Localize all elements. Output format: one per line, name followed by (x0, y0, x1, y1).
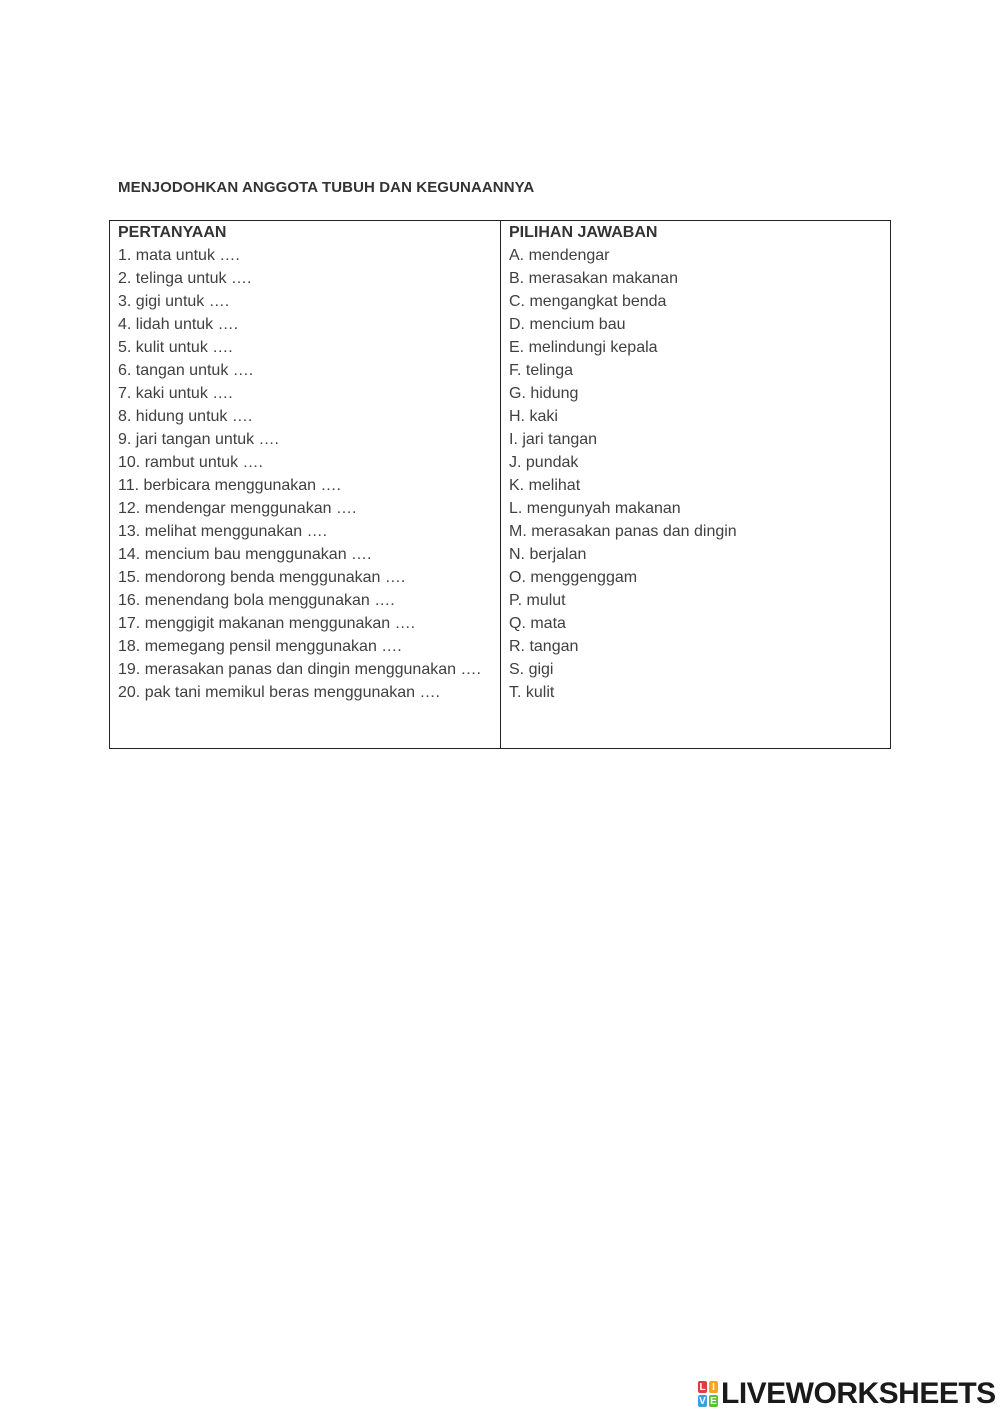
answer-item: K. melihat (509, 477, 581, 494)
questions-list (118, 244, 492, 704)
answer-item: F. telinga (509, 362, 574, 379)
question-item: 2. telinga untuk …. (118, 270, 252, 287)
question-item: 6. tangan untuk …. (118, 362, 254, 379)
question-item: 16. menendang bola menggunakan …. (118, 592, 395, 609)
logo-mark-icon (697, 1380, 719, 1408)
question-item: 3. gigi untuk …. (118, 293, 230, 310)
answer-item: E. melindungi kepala (509, 339, 658, 356)
answer-item: D. mencium bau (509, 316, 626, 333)
answer-item: S. gigi (509, 661, 554, 678)
question-item: 14. mencium bau menggunakan …. (118, 546, 372, 563)
answer-item: J. pundak (509, 454, 579, 471)
logo-mark-letter: I (709, 1381, 718, 1393)
question-item: 20. pak tani memikul beras menggunakan …. (118, 684, 440, 701)
questions-header: PERTANYAAN (118, 224, 227, 241)
question-item: 11. berbicara menggunakan …. (118, 477, 341, 494)
logo-mark-letter: E (710, 1395, 717, 1407)
logo-mark-letter: V (699, 1395, 706, 1407)
question-item: 19. merasakan panas dan dingin menggunakan …. (118, 661, 481, 678)
answer-item: B. merasakan makanan (509, 270, 678, 287)
question-item: 1. mata untuk …. (118, 247, 240, 264)
liveworksheets-logo (697, 1377, 996, 1411)
answer-item: M. merasakan panas dan dingin (509, 523, 737, 540)
question-item: 10. rambut untuk …. (118, 454, 263, 471)
answer-item: C. mengangkat benda (509, 293, 667, 310)
answer-item: G. hidung (509, 385, 579, 402)
logo-mark-letter: L (699, 1381, 706, 1393)
answer-item: O. menggenggam (509, 569, 638, 586)
answer-item: I. jari tangan (509, 431, 598, 448)
question-item: 7. kaki untuk …. (118, 385, 233, 402)
question-item: 17. menggigit makanan menggunakan …. (118, 615, 416, 632)
answers-list (509, 244, 882, 704)
question-item: 15. mendorong benda menggunakan …. (118, 569, 406, 586)
answers-column (501, 221, 890, 748)
answer-item: R. tangan (509, 638, 579, 655)
answer-item: T. kulit (509, 684, 555, 701)
question-item: 9. jari tangan untuk …. (118, 431, 279, 448)
question-item: 5. kulit untuk …. (118, 339, 233, 356)
matching-table (109, 220, 891, 749)
logo-text: LIVEWORKSHEETS (721, 1377, 996, 1410)
worksheet-title: MENJODOHKAN ANGGOTA TUBUH DAN KEGUNAANNYA (118, 179, 535, 196)
question-item: 18. memegang pensil menggunakan …. (118, 638, 402, 655)
questions-column (110, 221, 501, 748)
question-item: 13. melihat menggunakan …. (118, 523, 328, 540)
answer-item: L. mengunyah makanan (509, 500, 681, 517)
answers-header: PILIHAN JAWABAN (509, 224, 658, 241)
question-item: 12. mendengar menggunakan …. (118, 500, 357, 517)
question-item: 8. hidung untuk …. (118, 408, 253, 425)
answer-item: Q. mata (509, 615, 566, 632)
answer-item: P. mulut (509, 592, 566, 609)
answer-item: H. kaki (509, 408, 558, 425)
answer-item: A. mendengar (509, 247, 610, 264)
answer-item: N. berjalan (509, 546, 587, 563)
question-item: 4. lidah untuk …. (118, 316, 239, 333)
